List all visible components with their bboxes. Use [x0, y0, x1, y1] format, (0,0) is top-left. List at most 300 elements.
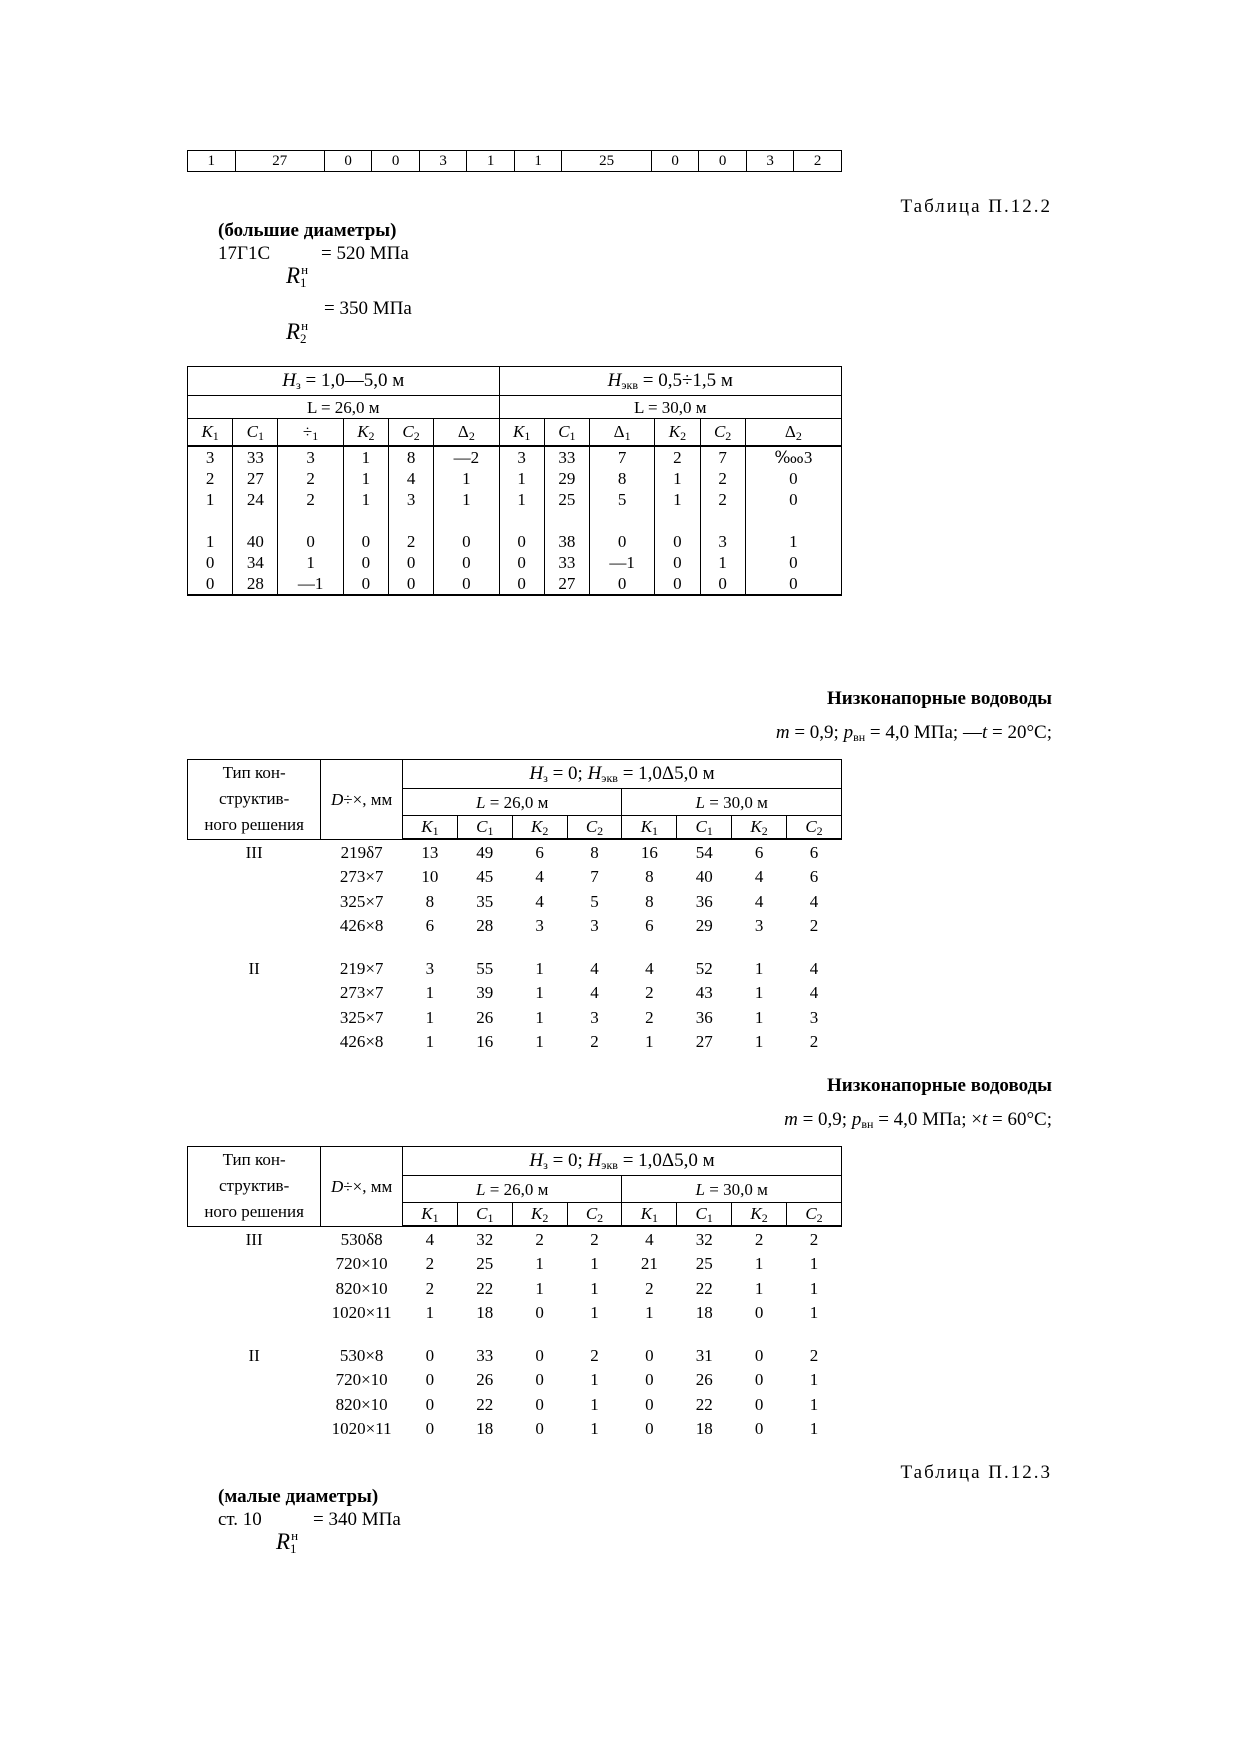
diameter-cell: 273×7 — [339, 983, 384, 1003]
table-cell: 2 — [645, 1007, 654, 1027]
table-cell: 18 — [695, 1303, 713, 1323]
length-header: L = 30,0 м — [622, 789, 842, 816]
table-cell: 2 — [794, 151, 842, 172]
diameter-cell: 426×8 — [339, 916, 384, 936]
table-row — [188, 914, 842, 939]
table-row — [188, 1276, 842, 1301]
column-header: $C_1$ — [457, 1203, 512, 1227]
table-cell: 49 — [476, 842, 494, 862]
column-header: $C_2$ — [567, 1203, 622, 1227]
table-cell: 2 — [809, 1345, 819, 1365]
table-cell: 0 — [699, 151, 747, 172]
table-cell — [434, 510, 499, 531]
table-row — [188, 552, 842, 573]
table-cell: 28 — [476, 916, 494, 936]
table-cell: 3 — [188, 446, 233, 468]
type-cell — [188, 1276, 321, 1301]
table-cell: 25 — [562, 151, 651, 172]
table-cell: 4 — [535, 867, 544, 887]
table-cell: 4 — [809, 958, 819, 978]
table-cell: 1 — [809, 1254, 819, 1274]
table-cell: 2 — [700, 468, 745, 489]
diameter-cell: 325×7 — [339, 1007, 384, 1027]
table-cell: 16 — [476, 1032, 494, 1052]
table-cell: 1 — [754, 1278, 764, 1298]
table-cell: 5 — [589, 489, 654, 510]
table-cell: 0 — [388, 573, 433, 595]
pipes-table-20c — [187, 759, 842, 1054]
table-header-row — [188, 760, 842, 789]
table-header-row — [188, 396, 842, 419]
column-header: $K_1$ — [499, 419, 544, 447]
table-row — [188, 1005, 842, 1030]
table-cell: 28 — [233, 573, 278, 595]
type-cell — [188, 1301, 321, 1326]
table-cell: 1 — [425, 1032, 435, 1052]
table-cell: 0 — [434, 552, 499, 573]
table-cell: 8 — [589, 468, 654, 489]
table-cell: 3 — [419, 151, 467, 172]
type-cell: III — [245, 842, 263, 862]
table-cell: 1 — [343, 468, 388, 489]
column-header: $K_1$ — [188, 419, 233, 447]
table-cell: 2 — [645, 983, 654, 1003]
type-header: Тип кон- структив- ного решения — [188, 760, 321, 840]
table-cell: 0 — [754, 1419, 764, 1439]
table-cell: 4 — [754, 891, 764, 911]
table-cell: 6 — [809, 867, 819, 887]
table-cell: 3 — [425, 958, 435, 978]
table-cell: 27 — [544, 573, 589, 595]
depth-header: $H_з = 0$; $H_{экв} = 1,0\Delta 5,0$ м — [403, 1147, 842, 1176]
table-cell: 2 — [754, 1229, 764, 1249]
table-cell: 3 — [590, 916, 599, 936]
table-cell: 39 — [476, 983, 494, 1003]
column-header: $\div_1$ — [278, 419, 343, 447]
table-cell: 8 — [645, 867, 654, 887]
table-cell: 4 — [425, 1229, 435, 1249]
table-cell: 0 — [499, 531, 544, 552]
r1-symbol: $R^н_1$ — [286, 262, 309, 290]
diameter-cell: 720×10 — [335, 1254, 388, 1274]
type-cell — [188, 1030, 321, 1055]
table-row — [188, 1343, 842, 1368]
table-cell — [499, 510, 544, 531]
table-cell: 0 — [645, 1345, 654, 1365]
table-row — [188, 468, 842, 489]
table-cell: 22 — [695, 1278, 713, 1298]
table-row — [188, 1368, 842, 1393]
table-cell: 2 — [590, 1229, 599, 1249]
table-cell: 1 — [535, 1007, 544, 1027]
table-cell: 0 — [645, 1370, 654, 1390]
table-cell: 0 — [324, 151, 372, 172]
table-cell: 26 — [476, 1370, 494, 1390]
table-cell: 0 — [754, 1303, 764, 1323]
table-cell: 1 — [343, 446, 388, 468]
table-cell: 1 — [754, 1007, 764, 1027]
table-cell: 1 — [499, 468, 544, 489]
table-cell: ‱3 — [745, 446, 841, 468]
table-cell: 0 — [655, 531, 700, 552]
column-header: $K_2$ — [732, 1203, 787, 1227]
r1-value: = 340 МПа — [313, 1509, 401, 1530]
table-cell: 1 — [535, 1278, 544, 1298]
column-header: $\Delta_1$ — [589, 419, 654, 447]
table-cell: 1 — [745, 531, 841, 552]
spacer-row — [188, 938, 842, 956]
table-cell: 1 — [188, 531, 233, 552]
column-header: $C_2$ — [700, 419, 745, 447]
column-header: $K_1$ — [622, 816, 677, 840]
table-cell: 18 — [695, 1419, 713, 1439]
table-cell: 0 — [589, 573, 654, 595]
table-caption: Таблица П.12.3 — [900, 1462, 1052, 1483]
table-cell: 0 — [343, 531, 388, 552]
table-cell: 4 — [754, 867, 764, 887]
table-cell: 1 — [535, 1032, 544, 1052]
table-cell: 1 — [188, 489, 233, 510]
table-row — [188, 1252, 842, 1277]
table-cell: 24 — [233, 489, 278, 510]
length-header: L = 26,0 м — [403, 789, 622, 816]
table-cell: 0 — [425, 1419, 435, 1439]
diameter-cell: 325×7 — [339, 891, 384, 911]
table-cell: 1 — [645, 1303, 654, 1323]
table-cell: 7 — [700, 446, 745, 468]
table-cell: 45 — [476, 867, 494, 887]
table-cell: 35 — [476, 891, 494, 911]
table-cell: 2 — [278, 468, 343, 489]
table-cell: 0 — [343, 552, 388, 573]
table-cell: 32 — [476, 1229, 494, 1249]
diameter-cell: 1020×11 — [331, 1419, 392, 1439]
table-cell — [278, 510, 343, 531]
table-cell: 7 — [589, 446, 654, 468]
type-cell — [188, 1417, 321, 1442]
table-cell: 1 — [590, 1419, 599, 1439]
table-cell — [655, 510, 700, 531]
column-header: $\Delta_2$ — [434, 419, 499, 447]
table-cell: 27 — [695, 1032, 713, 1052]
table-cell: 1 — [343, 489, 388, 510]
table-cell: 36 — [695, 1007, 713, 1027]
table-cell: 1 — [467, 151, 515, 172]
table-cell: 0 — [535, 1345, 544, 1365]
type-cell — [188, 865, 321, 890]
table-cell: 6 — [425, 916, 435, 936]
table-cell: 1 — [434, 489, 499, 510]
table-cell: 26 — [476, 1007, 494, 1027]
table-cell: 1 — [754, 1032, 764, 1052]
table-row — [188, 531, 842, 552]
table-cell: 0 — [188, 573, 233, 595]
section-heading: Низконапорные водоводы — [827, 688, 1052, 709]
column-header: $\Delta_2$ — [745, 419, 841, 447]
diameter-cell: 820×10 — [335, 1278, 388, 1298]
table-cell: 29 — [544, 468, 589, 489]
table-cell: 6 — [809, 842, 819, 862]
table-cell: —1 — [278, 573, 343, 595]
table-cell: 0 — [754, 1370, 764, 1390]
column-header: $C_1$ — [677, 816, 732, 840]
type-cell — [188, 1392, 321, 1417]
table-cell: 3 — [809, 1007, 819, 1027]
table-row — [188, 981, 842, 1006]
table-subtitle: (большие диаметры) — [218, 220, 397, 241]
r2-symbol: $R^н_2$ — [286, 318, 309, 346]
table-cell: 36 — [695, 891, 713, 911]
table-row — [188, 1301, 842, 1326]
steel-grade: ст. 10 — [218, 1509, 262, 1530]
table-row — [188, 573, 842, 595]
length-header: L = 26,0 м — [403, 1176, 622, 1203]
table-cell: 1 — [754, 958, 764, 978]
table-cell: 0 — [343, 573, 388, 595]
table-cell: 21 — [640, 1254, 658, 1274]
table-row — [188, 839, 842, 865]
table-cell: 0 — [655, 552, 700, 573]
table-cell: 33 — [233, 446, 278, 468]
table-cell: 4 — [809, 891, 819, 911]
type-cell — [188, 1368, 321, 1393]
diameter-cell: 219×7 — [339, 958, 384, 978]
table-cell: 1 — [809, 1394, 819, 1414]
table-cell: 3 — [278, 446, 343, 468]
table-cell: 0 — [425, 1394, 435, 1414]
table-cell: 0 — [499, 552, 544, 573]
table-cell: 1 — [278, 552, 343, 573]
table-cell: 18 — [476, 1419, 494, 1439]
table-cell: 1 — [535, 958, 544, 978]
group2-header: $H_{экв} = 0,5\div 1,5$ м — [499, 367, 841, 396]
table-cell: 29 — [695, 916, 713, 936]
table-cell: 0 — [535, 1394, 544, 1414]
table-cell: 3 — [700, 531, 745, 552]
diameter-cell: 426×8 — [339, 1032, 384, 1052]
table-cell: 8 — [388, 446, 433, 468]
table-cell: 1 — [188, 151, 236, 172]
table-cell: 1 — [655, 489, 700, 510]
table-cell: 1 — [700, 552, 745, 573]
table-cell: 4 — [388, 468, 433, 489]
table-cell: 0 — [425, 1370, 435, 1390]
r1-symbol: $R^н_1$ — [276, 1528, 299, 1556]
column-header: $C_2$ — [388, 419, 433, 447]
table-cell: 1 — [590, 1370, 599, 1390]
column-header: $C_2$ — [787, 816, 842, 840]
table-cell: 52 — [695, 958, 713, 978]
table-cell: 43 — [695, 983, 713, 1003]
table-cell: 0 — [535, 1370, 544, 1390]
table-cell: 0 — [535, 1419, 544, 1439]
table-cell: 16 — [640, 842, 658, 862]
column-header: $K_2$ — [512, 1203, 567, 1227]
r2-value: = 350 МПа — [324, 298, 412, 319]
section-params: m = 0,9; $p_{вн} = 4,0$ МПа; —t = 20°С; — [775, 722, 1052, 744]
table-cell: 0 — [655, 573, 700, 595]
table-cell: 32 — [695, 1229, 713, 1249]
table-cell: 1 — [809, 1303, 819, 1323]
table-cell: 1 — [425, 1007, 435, 1027]
table-cell: 0 — [700, 573, 745, 595]
column-header: $K_1$ — [622, 1203, 677, 1227]
column-header-row — [188, 419, 842, 447]
table-cell: 1 — [754, 983, 764, 1003]
table-cell — [188, 510, 233, 531]
diameter-header: D÷×, мм — [321, 1147, 403, 1227]
table-cell: 0 — [434, 573, 499, 595]
table-row — [188, 1417, 842, 1442]
type-cell: II — [248, 1345, 260, 1365]
table-row — [188, 489, 842, 510]
column-header: $K_1$ — [403, 1203, 458, 1227]
table-cell: 10 — [421, 867, 439, 887]
table-cell: 2 — [425, 1254, 435, 1274]
table-cell: 3 — [746, 151, 794, 172]
table-cell: 1 — [809, 1419, 819, 1439]
table-cell: 1 — [809, 1278, 819, 1298]
column-header: $C_2$ — [787, 1203, 842, 1227]
table-cell: 0 — [645, 1419, 654, 1439]
table-cell: 5 — [590, 891, 599, 911]
table-cell: 1 — [590, 1254, 599, 1274]
table-cell: 1 — [434, 468, 499, 489]
column-header: $C_1$ — [677, 1203, 732, 1227]
table-cell: 2 — [809, 916, 819, 936]
table-cell: 0 — [188, 552, 233, 573]
table-cell: 1 — [655, 468, 700, 489]
table-cell: 2 — [388, 531, 433, 552]
table-cell: —2 — [434, 446, 499, 468]
table-cell: 33 — [544, 446, 589, 468]
diameter-cell: 530δ8 — [340, 1229, 383, 1249]
table-cell: 0 — [745, 573, 841, 595]
table-cell: 1 — [535, 1254, 544, 1274]
table-cell: 22 — [476, 1278, 494, 1298]
table-cell — [343, 510, 388, 531]
table-cell: 25 — [544, 489, 589, 510]
column-header: $C_2$ — [567, 816, 622, 840]
table-cell: 13 — [421, 842, 439, 862]
table-subtitle: (малые диаметры) — [218, 1486, 379, 1507]
table-cell: —1 — [589, 552, 654, 573]
diameter-cell: 273×7 — [339, 867, 384, 887]
table-cell: 4 — [590, 958, 599, 978]
table-caption: Таблица П.12.2 — [900, 196, 1052, 217]
steel-grade: 17Г1С — [218, 243, 271, 264]
table-cell: 3 — [499, 446, 544, 468]
table-cell: 55 — [476, 958, 494, 978]
type-cell — [188, 1005, 321, 1030]
table-cell: 0 — [425, 1345, 435, 1365]
table-cell: 2 — [655, 446, 700, 468]
table-cell — [233, 510, 278, 531]
table-cell: 2 — [809, 1032, 819, 1052]
table-row — [188, 956, 842, 981]
table-cell: 27 — [235, 151, 324, 172]
table-cell: 4 — [809, 983, 819, 1003]
table-header-row — [188, 367, 842, 396]
table-cell: 3 — [535, 916, 544, 936]
table-cell: 1 — [425, 1303, 435, 1323]
table-cell: 6 — [535, 842, 544, 862]
column-header: $C_1$ — [457, 816, 512, 840]
length-header: L = 26,0 м — [188, 396, 500, 419]
table-cell: 18 — [476, 1303, 494, 1323]
table-cell: 34 — [233, 552, 278, 573]
table-cell: 1 — [499, 489, 544, 510]
column-header: $K_1$ — [403, 816, 458, 840]
table-cell: 6 — [645, 916, 654, 936]
table-cell: 1 — [590, 1303, 599, 1323]
table-cell: 0 — [388, 552, 433, 573]
column-header: $C_1$ — [233, 419, 278, 447]
group1-header: $H_з$ = 1,0—5,0 м — [188, 367, 500, 396]
table-cell: 8 — [425, 891, 435, 911]
table-cell: 1 — [514, 151, 562, 172]
table-cell: 22 — [695, 1394, 713, 1414]
type-cell: III — [245, 1229, 263, 1249]
type-cell — [188, 1252, 321, 1277]
table-cell — [589, 510, 654, 531]
column-header: $C_1$ — [544, 419, 589, 447]
table-cell: 3 — [754, 916, 764, 936]
table-cell: 38 — [544, 531, 589, 552]
table-cell — [544, 510, 589, 531]
section-heading: Низконапорные водоводы — [827, 1075, 1052, 1096]
table-p12-2 — [187, 366, 842, 596]
table-cell: 6 — [754, 842, 764, 862]
table-cell: 2 — [645, 1278, 654, 1298]
table-cell: 0 — [535, 1303, 544, 1323]
diameter-cell: 530×8 — [339, 1345, 384, 1365]
table-cell: 3 — [388, 489, 433, 510]
table-cell: 1 — [590, 1278, 599, 1298]
diameter-cell: 1020×11 — [331, 1303, 392, 1323]
table-cell: 4 — [645, 958, 654, 978]
table-cell: 22 — [476, 1394, 494, 1414]
type-cell — [188, 889, 321, 914]
table-cell: 2 — [590, 1345, 599, 1365]
table-cell: 1 — [590, 1394, 599, 1414]
table-row — [188, 865, 842, 890]
type-cell — [188, 981, 321, 1006]
table-cell: 2 — [590, 1032, 599, 1052]
table-row — [188, 1030, 842, 1055]
diameter-header: D÷×, мм — [321, 760, 403, 840]
table-cell: 7 — [590, 867, 599, 887]
column-header: $K_2$ — [512, 816, 567, 840]
table-cell: 33 — [476, 1345, 494, 1365]
type-cell — [188, 914, 321, 939]
table-cell: 1 — [809, 1370, 819, 1390]
table-row — [188, 1392, 842, 1417]
table-cell: 0 — [589, 531, 654, 552]
pipes-table-60c — [187, 1146, 842, 1441]
table-cell — [388, 510, 433, 531]
column-header: $K_2$ — [343, 419, 388, 447]
table-cell: 0 — [278, 531, 343, 552]
type-cell: II — [248, 958, 260, 978]
table-row — [188, 446, 842, 468]
table-cell: 2 — [278, 489, 343, 510]
table-cell: 1 — [535, 983, 544, 1003]
table-cell: 31 — [695, 1345, 713, 1365]
table-cell: 25 — [695, 1254, 713, 1274]
table-cell: 54 — [695, 842, 713, 862]
table-row — [188, 889, 842, 914]
